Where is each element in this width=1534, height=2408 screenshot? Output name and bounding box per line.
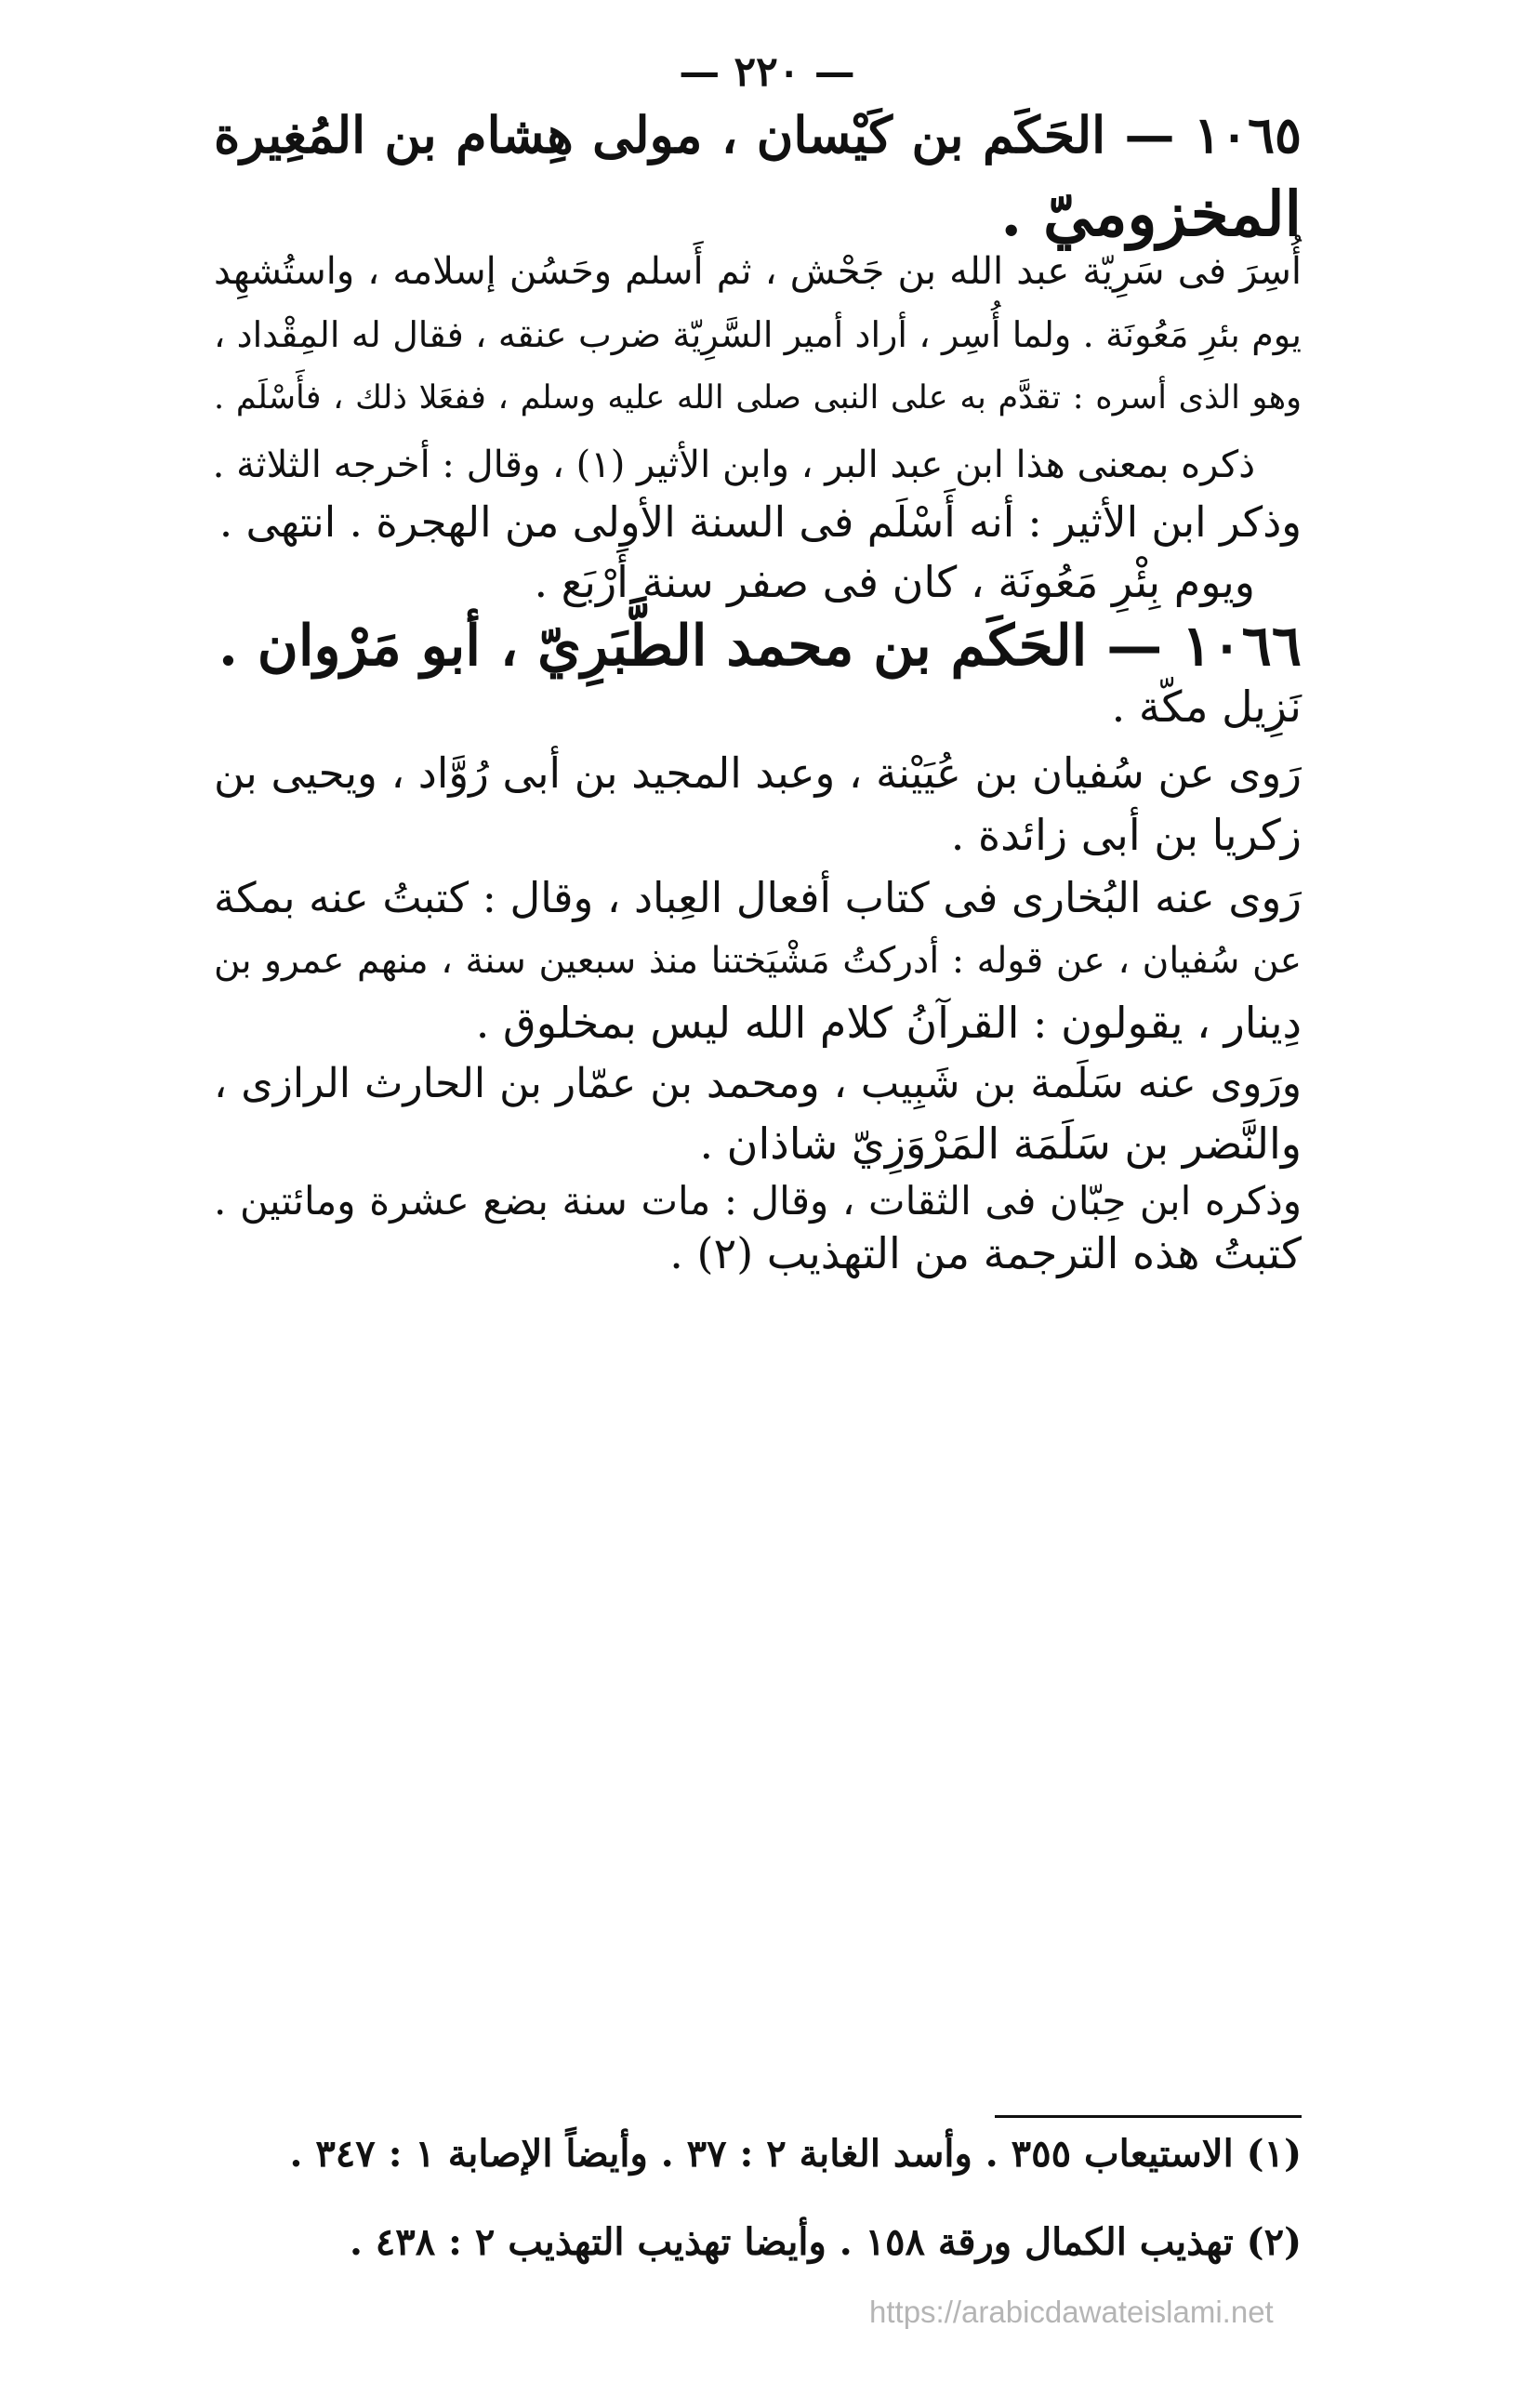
paragraph-line: ذكره بمعنى هذا ابن عبد البر ، وابن الأثير (١) ، وقال : أخرجه الثلاثة . bbox=[212, 443, 1255, 486]
paragraph-line: نَزِيل مكّة . bbox=[1111, 681, 1302, 732]
entry-heading-1065-line-1: ١٠٦٥ — الحَكَم بن كَيْسان ، مولى هِشام بن المُغِيرة bbox=[214, 105, 1302, 165]
paragraph-line: يوم بئرِ مَعُونَة . ولما أُسِر ، أراد أمير السَّرِيّة ضرب عنقه ، فقال له المِقْداد ، bbox=[214, 314, 1302, 355]
paragraph-line: وهو الذى أسره : تقدَّم به على النبى صلى الله عليه وسلم ، ففعَلا ذلك ، فأَسْلَم . bbox=[214, 379, 1302, 417]
page-number: — ٢٢٠ — bbox=[679, 48, 855, 96]
entry-heading-1065-line-2: المخزوميّ . bbox=[1000, 178, 1302, 250]
entry-heading-1066: ١٠٦٦ — الحَكَم بن محمد الطَّبَرِيّ ، أبو مَرْوان . bbox=[218, 614, 1302, 679]
paragraph-line: عن سُفيان ، عن قوله : أدركتُ مَشْيَختنا منذ سبعين سنة ، منهم عمرو بن bbox=[214, 940, 1302, 982]
paragraph-line: والنَّضر بن سَلَمَة المَرْوَزِيّ شاذان . bbox=[699, 1118, 1302, 1169]
paragraph-line: ورَوى عنه سَلَمة بن شَبِيب ، ومحمد بن عمّار بن الحارث الرازى ، bbox=[214, 1060, 1302, 1107]
footnote-2: (٢) تهذيب الكمال ورقة ١٥٨ . وأيضا تهذيب التهذيب ٢ : ٤٣٨ . bbox=[349, 2220, 1302, 2264]
paragraph-line: وذكر ابن الأثير : أنه أَسْلَم فى السنة الأولى من الهجرة . انتهى . bbox=[218, 497, 1302, 547]
paragraph-line: دِينار ، يقولون : القرآنُ كلام الله ليس بمخلوق . bbox=[475, 998, 1302, 1048]
footnote-1: (١) الاستيعاب ٣٥٥ . وأسد الغابة ٢ : ٣٧ . وأيضاً الإصابة ١ : ٣٤٧ . bbox=[289, 2132, 1302, 2176]
paragraph-line: رَوى عنه البُخارى فى كتاب أفعال العِباد ، وقال : كتبتُ عنه بمكة bbox=[214, 873, 1302, 922]
paragraph-line: ويوم بِئْرِ مَعُونَة ، كان فى صفر سنة أَرْبَع . bbox=[534, 557, 1255, 607]
paragraph-line: كتبتُ هذه الترجمة من التهذيب (٢) . bbox=[669, 1228, 1302, 1278]
paragraph-line: رَوى عن سُفيان بن عُيَيْنة ، وعبد المجيد بن أبى رُوَّاد ، ويحيى بن bbox=[214, 748, 1302, 798]
paragraph-line: أُسِرَ فى سَرِيّة عبد الله بن جَحْش ، ثم أَسلم وحَسُن إسلامه ، واستُشهِد bbox=[214, 250, 1302, 293]
watermark-url: https://arabicdawateislami.net bbox=[869, 2295, 1274, 2329]
paragraph-line: وذكره ابن حِبّان فى الثقات ، وقال : مات سنة بضع عشرة ومائتين . bbox=[214, 1178, 1302, 1224]
footnote-divider bbox=[995, 2115, 1302, 2118]
paragraph-line: زكريا بن أبى زائدة . bbox=[950, 810, 1302, 860]
